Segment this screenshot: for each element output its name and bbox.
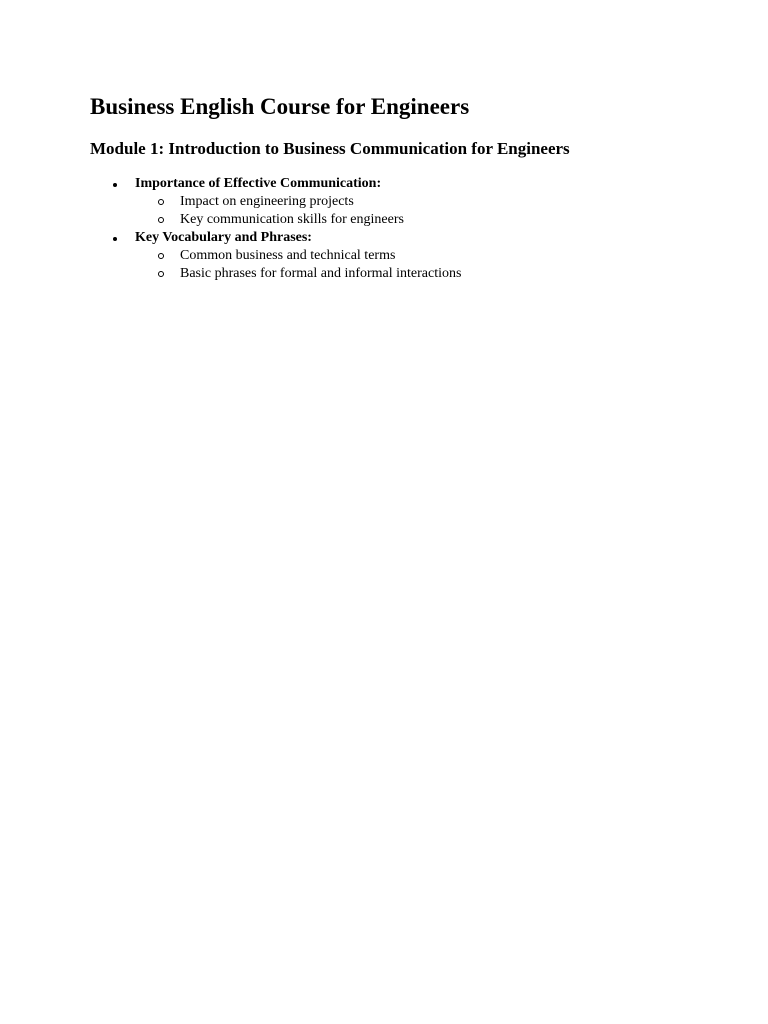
subtopic-list [0, 247, 768, 283]
hollow-circle-bullet-icon [158, 199, 164, 205]
subtopic-label: Impact on engineering projects [180, 194, 354, 209]
subtopic-item [0, 193, 768, 211]
topic-item-vocabulary [0, 229, 768, 283]
topic-row [0, 229, 768, 247]
subtopic-item [0, 265, 768, 283]
topic-row [0, 175, 768, 193]
hollow-circle-bullet-icon [158, 271, 164, 277]
topic-label: Importance of Effective Communication: [135, 176, 382, 191]
subtopic-item [0, 211, 768, 229]
hollow-circle-bullet-icon [158, 253, 164, 259]
topic-item-communication [0, 175, 768, 229]
module-heading: Module 1: Introduction to Business Communication for Engineers [90, 139, 570, 158]
topic-list [0, 175, 768, 283]
subtopic-list [0, 193, 768, 229]
hollow-circle-bullet-icon [158, 217, 164, 223]
subtopic-label: Key communication skills for engineers [180, 212, 404, 227]
subtopic-item [0, 247, 768, 265]
topic-label: Key Vocabulary and Phrases: [135, 230, 312, 245]
subtopic-label: Basic phrases for formal and informal interactions [180, 266, 462, 281]
document-title: Business English Course for Engineers [90, 94, 470, 119]
subtopic-label: Common business and technical terms [180, 248, 396, 263]
